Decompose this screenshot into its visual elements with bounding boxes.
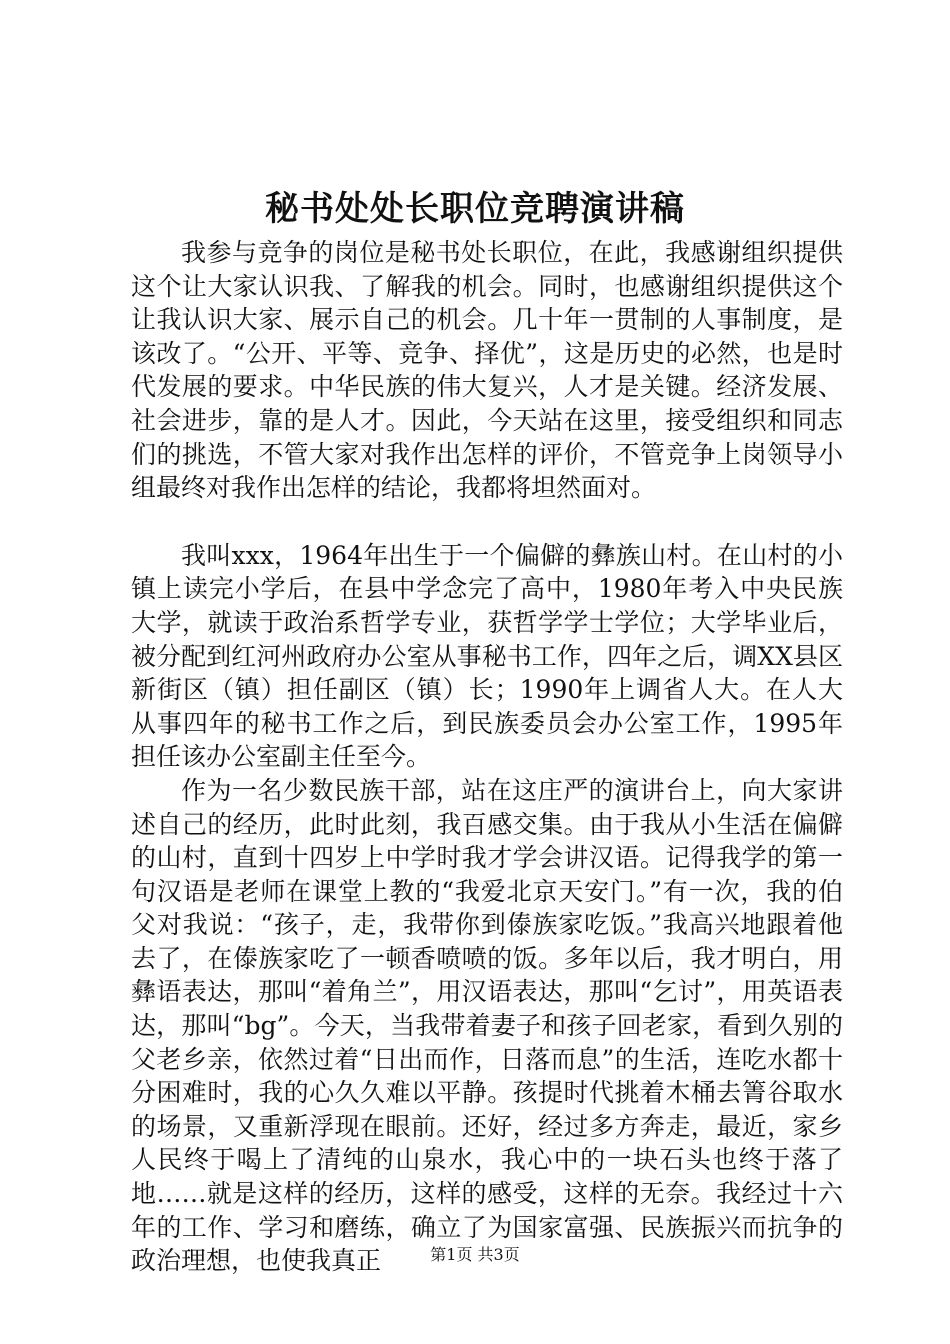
page-number: 第1页 [430,1245,473,1264]
page-total: 共3页 [477,1245,520,1264]
paragraph-spacer [131,505,843,539]
paragraph-experience: 作为一名少数民族干部，站在这庄严的演讲台上，向大家讲述自己的经历，此时此刻，我百感交集。由于我从小生活在偏僻的山村，直到十四岁上中学时我才学会讲汉语。记得我学的第一句汉语是老师在课堂上教的“我爱北京天安门。”有一次，我的伯父对我说：“孩子，走，我带你到傣族家吃饭。”我高兴地跟着他去了，在傣族家吃了一顿香喷喷的饭。多年以后，我才明白，用彝语表达，那叫“着角兰”，用汉语表达，那叫“乞讨”，用英语表达，那叫“bg”。今天，当我带着妻子和孩子回老家，看到久别的父老乡亲，依然过着“日出而作，日落而息”的生活，连吃水都十分困难时，我的心久久难以平静。孩提时代挑着木桶去箐谷取水的场景，又重新浮现在眼前。还好，经过多方奔走，最近，家乡人民终于喝上了清纯的山泉水，我心中的一块石头也终于落了地……就是这样的经历，这样的感受，这样的无奈。我经过十六年的工作、学习和磨练，确立了为国家富强、民族振兴而抗争的政治理想，也使我真正 [131,775,843,1276]
document-title: 秘书处处长职位竞聘演讲稿 [265,189,685,229]
paragraph-biography: 我叫xxx，1964年出生于一个偏僻的彝族山村。在山村的小镇上读完小学后，在县中学念完了高中，1980年考入中央民族大学，就读于政治系哲学专业，获哲学学士学位；大学毕业后，被分配到红河州政府办公室从事秘书工作，四年之后，调XX县区新街区（镇）担任副区（镇）长；1990年上调省人大。在人大从事四年的秘书工作之后，到民族委员会办公室工作，1995年担任该办公室副主任至今。 [131,540,843,772]
document-body [131,236,843,1278]
paragraph-intro: 我参与竞争的岗位是秘书处长职位，在此，我感谢组织提供这个让大家认识我、了解我的机会。同时，也感谢组织提供这个让我认识大家、展示自己的机会。几十年一贯制的人事制度，是该改了。“公开、平等、竞争、择优”，这是历史的必然，也是时代发展的要求。中华民族的伟大复兴，人才是关键。经济发展、社会进步，靠的是人才。因此，今天站在这里，接受组织和同志们的挑选，不管大家对我作出怎样的评价，不管竞争上岗领导小组最终对我作出怎样的结论，我都将坦然面对。 [131,238,843,503]
page-footer [0,1244,950,1266]
